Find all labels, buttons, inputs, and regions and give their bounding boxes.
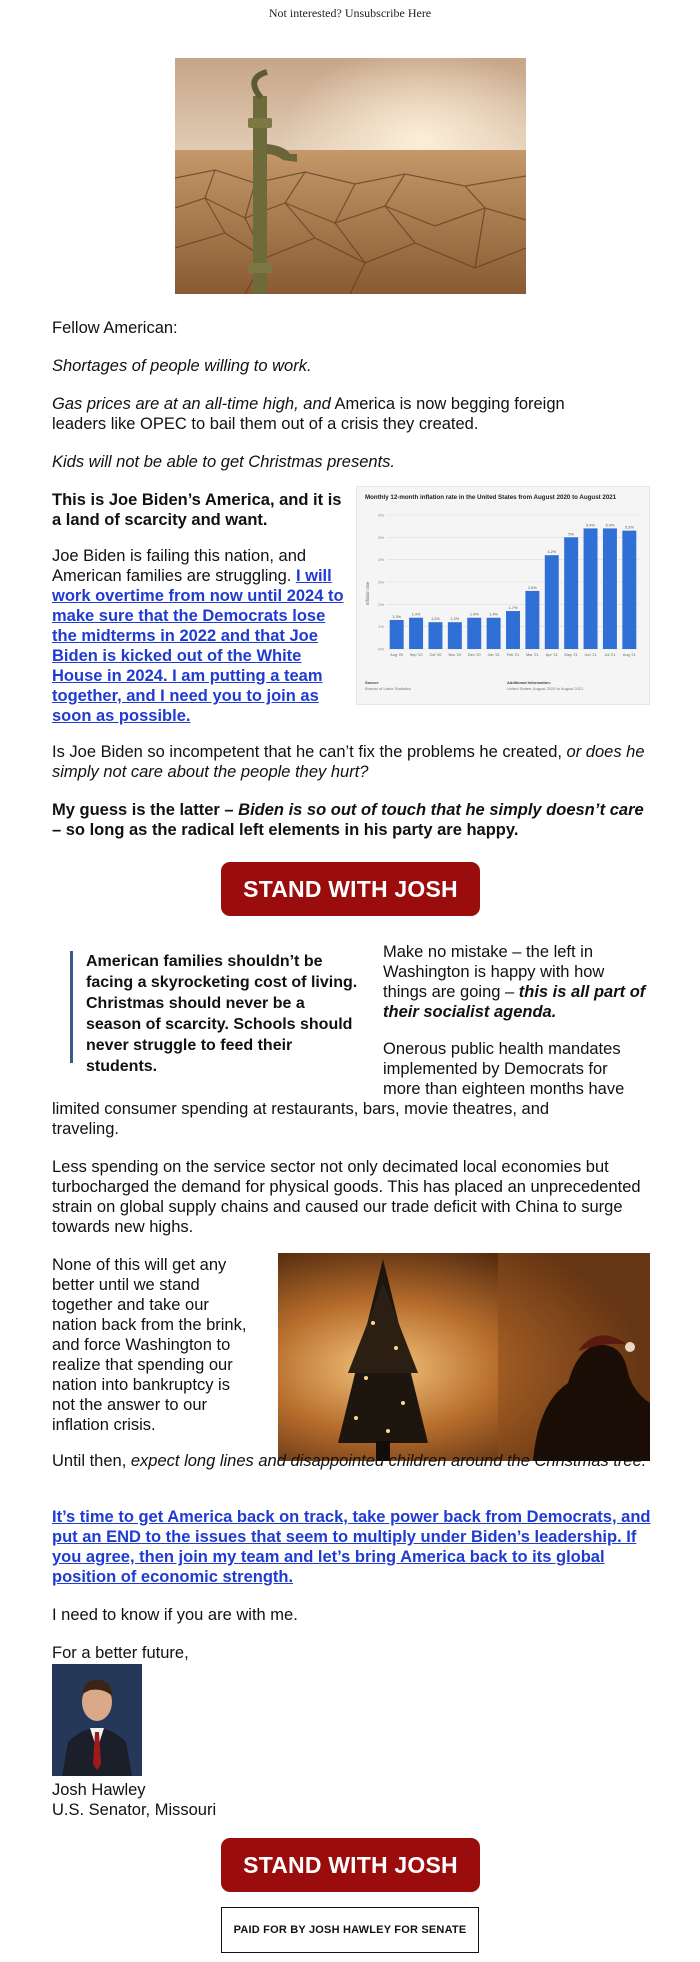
chart-category-label: Sep '20 xyxy=(409,653,423,657)
chart-bar xyxy=(584,528,598,649)
hero-image xyxy=(175,58,526,294)
paragraph-make-no-mistake xyxy=(383,942,648,1022)
incompetent-text: Is Joe Biden so incompetent that he can’t fix the problems he created, xyxy=(52,743,567,761)
pull-quote: American families shouldn’t be facing a skyrocketing cost of living. Christmas should never be a season of scarcity. Schools should never struggle to feed their students. xyxy=(70,951,360,1063)
paragraph-failing xyxy=(52,546,350,726)
gas-prices-italic: Gas prices are at an all-time high, and xyxy=(52,395,331,413)
chart-bar xyxy=(428,622,442,649)
chart-y-tick: 0% xyxy=(378,646,384,652)
chart-bar xyxy=(525,591,539,649)
unsubscribe-link[interactable]: Not interested? Unsubscribe Here xyxy=(268,6,432,20)
chart-info-heading: Additional Information: xyxy=(507,680,551,685)
chart-value-label: 1.3% xyxy=(392,614,402,619)
chart-source-text: Bureau of Labor Statistics xyxy=(365,686,411,691)
bold-heading: This is Joe Biden’s America, and it is a land of scarcity and want. xyxy=(52,491,342,529)
chart-value-label: 1.4% xyxy=(469,612,479,617)
water-pump-desert-icon xyxy=(175,58,526,294)
chart-category-label: Oct '20 xyxy=(429,653,442,657)
until-then-text: Until then, xyxy=(52,1452,131,1470)
chart-category-label: Apr '21 xyxy=(545,653,558,657)
paragraph-none-of-this: None of this will get any better until we stand together and take our nation back from the brink, and force Washington to realize that spending our nation into bankruptcy is not the answer to our inflation crisis. xyxy=(52,1256,247,1434)
chart-value-label: 2.6% xyxy=(528,585,537,590)
chart-y-tick: 2% xyxy=(378,601,384,607)
paragraph-mandates-l3: more than eighteen months have xyxy=(383,1080,625,1098)
failing-text: Joe Biden is failing this nation, and American families are struggling. xyxy=(52,547,307,585)
out-of-touch-b: Biden is so out of touch that he simply doesn’t care xyxy=(238,801,644,819)
chart-value-label: 5.4% xyxy=(586,523,595,528)
chart-info-text: United States; August 2020 to August 2021 xyxy=(507,686,584,691)
paragraph-until-then xyxy=(52,1451,652,1471)
out-of-touch-c: – so long as the radical left elements in his party are happy. xyxy=(52,821,519,839)
inflation-bar-chart xyxy=(357,487,649,704)
gas-prices-rest: America is now begging foreign leaders like OPEC to bail them out of a crisis they created. xyxy=(52,395,565,433)
chart-source-heading: Source xyxy=(365,680,379,685)
chart-bar xyxy=(564,537,578,649)
chart-value-label: 1.4% xyxy=(489,612,498,617)
chart-category-label: Nov '20 xyxy=(448,653,462,657)
chart-bar xyxy=(545,555,559,649)
chart-category-label: Jul '21 xyxy=(604,653,616,657)
mistake-text: Make no mistake – the left in Washington is happy with how things are going – xyxy=(383,943,605,1001)
chart-category-label: Mar '21 xyxy=(526,653,539,657)
chart-value-label: 4.2% xyxy=(547,550,557,555)
until-then-italic: expect long lines and disappointed children around the Christmas tree. xyxy=(130,1452,647,1470)
paragraph-service-sector: Less spending on the service sector not only decimated local economies but turbocharged the demand for physical goods. This has placed an unprecedented strain on global supply chains and caused our trade deficit with China to surge towards new highs. xyxy=(52,1158,641,1236)
signer-photo xyxy=(52,1664,142,1776)
paragraph-mandates-l2: implemented by Democrats for xyxy=(383,1060,608,1078)
chart-category-label: Dec '20 xyxy=(467,653,481,657)
chart-category-label: May '21 xyxy=(564,653,578,657)
chart-value-label: 1.2% xyxy=(431,617,440,622)
paragraph-shortages: Shortages of people willing to work. xyxy=(52,357,312,375)
paragraph-with-me: I need to know if you are with me. xyxy=(52,1606,298,1624)
chart-value-label: 1.7% xyxy=(508,606,518,611)
chart-category-label: Aug '21 xyxy=(622,653,636,657)
chart-y-tick: 4% xyxy=(378,557,384,563)
chart-value-label: 5.4% xyxy=(605,523,615,528)
chart-category-label: Aug '20 xyxy=(390,653,404,657)
chart-category-label: Jan '21 xyxy=(487,653,500,657)
paragraph-mandates-l1: Onerous public health mandates xyxy=(383,1040,621,1058)
chart-value-label: 5% xyxy=(568,532,574,537)
chart-bar xyxy=(467,618,481,649)
paragraph-mandates-l5: traveling. xyxy=(52,1120,119,1138)
out-of-touch-a: My guess is the latter – xyxy=(52,801,239,819)
mistake-bold: this is all part of their socialist agenda. xyxy=(383,983,646,1021)
chart-title: Monthly 12-month inflation rate in the United States from August 2020 to August 2021 xyxy=(365,494,617,501)
paragraph-back-on-track xyxy=(52,1507,657,1587)
paragraph-mandates-l4: limited consumer spending at restaurants, bars, movie theatres, and xyxy=(52,1100,550,1118)
chart-bar xyxy=(622,531,636,649)
christmas-tree-icon xyxy=(278,1253,650,1461)
signer-portrait-icon xyxy=(52,1664,142,1776)
paid-for-disclaimer: PAID FOR BY JOSH HAWLEY FOR SENATE xyxy=(221,1907,479,1953)
chart-bar xyxy=(448,622,462,649)
chart-y-tick: 5% xyxy=(378,534,384,540)
chart-y-tick: 3% xyxy=(378,579,384,585)
chart-bar xyxy=(487,618,501,649)
paragraph-incompetent xyxy=(52,742,652,782)
paragraph-gas-prices xyxy=(52,394,612,434)
join-team-link[interactable]: I will work overtime from now until 2024 to make sure that the Democrats lose the midterms in 2022 and that Joe Biden is kicked out of the White House in 2024. I am putting a team together, and I need you to join as soon as possible. xyxy=(52,567,344,725)
chart-value-label: 1.4% xyxy=(411,612,421,617)
back-on-track-link[interactable]: It’s time to get America back on track, take power back from Democrats, and put an END to the issues that seem to multiply under Biden’s leadership. If you agree, then join my team and let’s bring America back to its global position of economic strength. xyxy=(52,1508,651,1586)
chart-bar xyxy=(409,618,423,649)
incompetent-italic: or does he simply not care about the people they hurt? xyxy=(52,743,645,781)
chart-category-label: Feb '21 xyxy=(506,653,520,657)
chart-bar xyxy=(506,611,520,649)
chart-value-label: 5.3% xyxy=(624,525,634,530)
chart-bar xyxy=(603,528,617,649)
paragraph-out-of-touch xyxy=(52,800,657,840)
chart-value-label: 1.2% xyxy=(450,617,460,622)
inflation-chart xyxy=(356,486,650,705)
stand-with-josh-button[interactable]: STAND WITH JOSH xyxy=(221,862,480,916)
chart-y-tick: 1% xyxy=(378,624,384,630)
chart-ylabel: Inflation rate xyxy=(365,581,370,605)
chart-category-label: Jun '21 xyxy=(584,653,597,657)
paragraph-kids: Kids will not be able to get Christmas presents. xyxy=(52,453,395,471)
signer-title: U.S. Senator, Missouri xyxy=(52,1801,217,1819)
greeting: Fellow American: xyxy=(52,319,178,337)
christmas-photo xyxy=(278,1253,650,1461)
chart-y-tick: 6% xyxy=(378,512,384,518)
closing: For a better future, xyxy=(52,1644,189,1662)
signer-name: Josh Hawley xyxy=(52,1781,146,1799)
chart-bar xyxy=(390,620,404,649)
stand-with-josh-button-bottom[interactable]: STAND WITH JOSH xyxy=(221,1838,480,1892)
